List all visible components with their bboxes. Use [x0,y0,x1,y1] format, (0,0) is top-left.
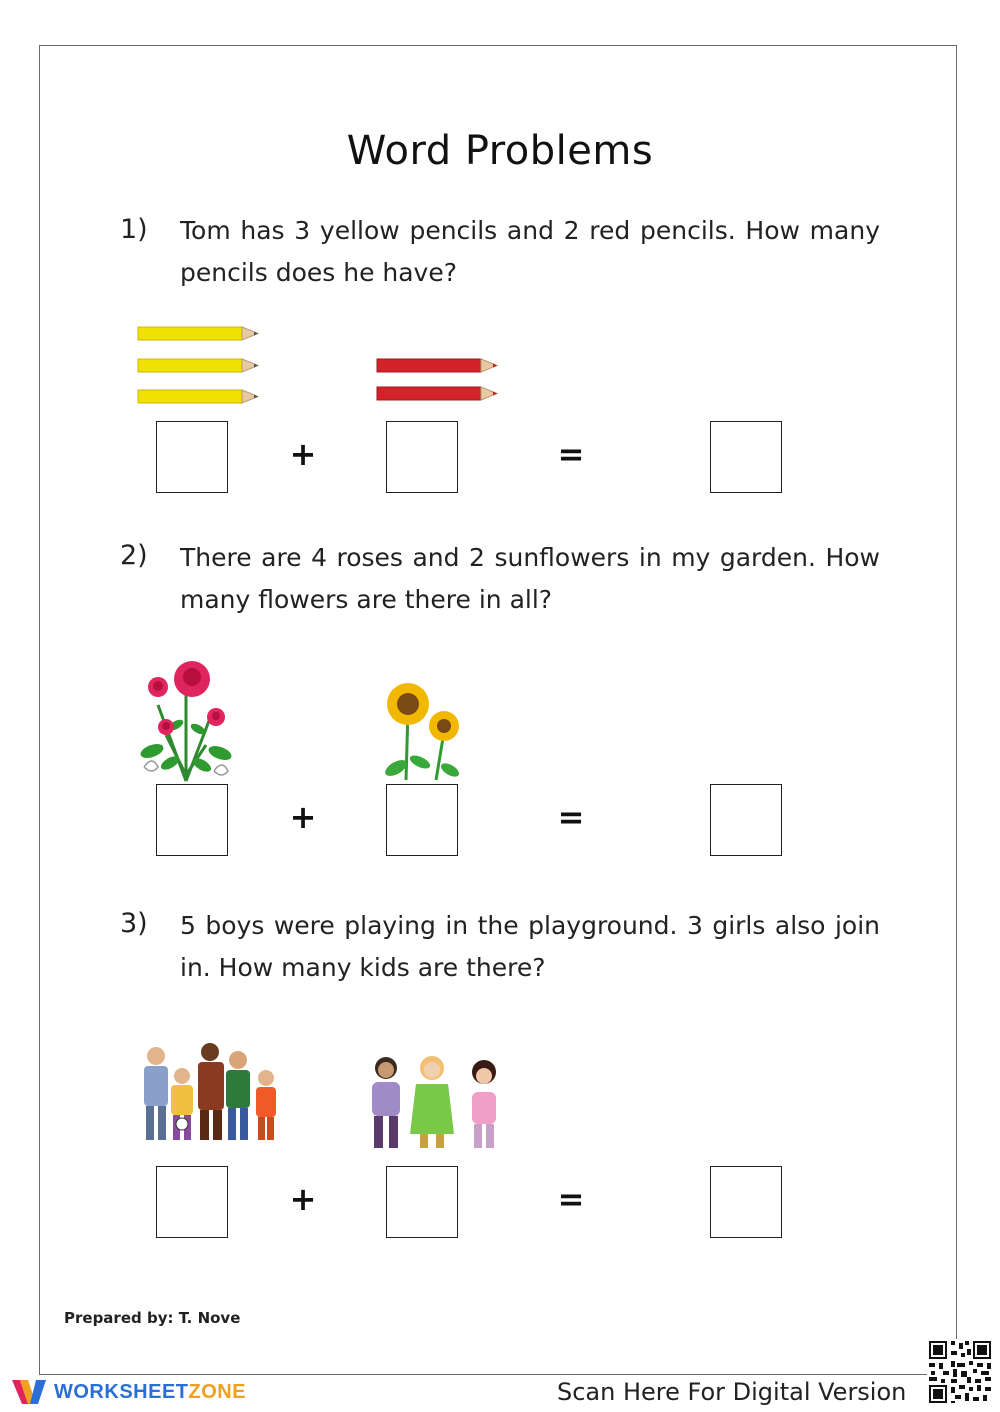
answer-box-2-total[interactable] [710,784,782,856]
plus-sign: + [289,798,317,836]
yellow-pencil-icon [138,390,258,403]
rose-icon [174,661,210,697]
plus-sign: + [289,1180,317,1218]
girl-icon [372,1057,400,1148]
worksheet-zone-logo-icon [10,1376,50,1408]
answer-box-3a[interactable] [156,1166,228,1238]
equals-sign: = [557,798,585,836]
answer-box-2a[interactable] [156,784,228,856]
sunflower-icon [429,711,459,741]
page-title: Word Problems [346,128,654,174]
answer-box-3-total[interactable] [710,1166,782,1238]
answer-box-1-total[interactable] [710,421,782,493]
yellow-pencil-icon [138,327,258,340]
boy-icon [256,1070,276,1140]
plus-sign: + [289,435,317,473]
problem-1-number: 1) [120,214,148,245]
logo-wordmark [54,1381,246,1404]
rose-icon [207,708,225,726]
boy-icon [198,1043,224,1140]
yellow-pencils-image [136,322,266,408]
girl-icon [472,1060,496,1148]
answer-box-2b[interactable] [386,784,458,856]
rose-icon [148,677,168,697]
problem-2-text: There are 4 roses and 2 sunflowers in my garden. How many flowers are there in all? [180,543,880,614]
answer-box-3b[interactable] [386,1166,458,1238]
girls-image [360,1054,510,1152]
problem-2-number: 2) [120,540,148,571]
prepared-by-text: Prepared by: T. Nove [64,1309,241,1327]
boy-icon [226,1051,250,1140]
logo-text-worksheet: WORKSHEET [54,1380,189,1403]
rose-icon [158,719,174,735]
equals-sign: = [557,1180,585,1218]
boy-icon [171,1068,193,1140]
qr-code-icon[interactable] [927,1339,993,1405]
equals-sign: = [557,435,585,473]
worksheet-zone-logo[interactable] [10,1375,246,1409]
sunflowers-image [384,680,464,784]
problem-3-text: 5 boys were playing in the playground. 3 girls also join in. How many kids are there? [180,911,880,982]
yellow-pencil-icon [138,359,258,372]
red-pencil-icon [377,387,497,400]
answer-box-1b[interactable] [386,421,458,493]
boy-icon [144,1047,168,1140]
red-pencils-image [375,354,505,408]
boys-image [136,1042,286,1144]
scan-here-text: Scan Here For Digital Version [557,1378,907,1406]
answer-box-1a[interactable] [156,421,228,493]
problem-3-number: 3) [120,908,148,939]
problem-1-text: Tom has 3 yellow pencils and 2 red pencils. How many pencils does he have? [180,216,880,287]
girl-icon [410,1056,454,1148]
roses-image [136,655,236,783]
sunflower-icon [387,683,429,725]
red-pencil-icon [377,359,497,372]
logo-text-zone: ZONE [188,1380,247,1403]
